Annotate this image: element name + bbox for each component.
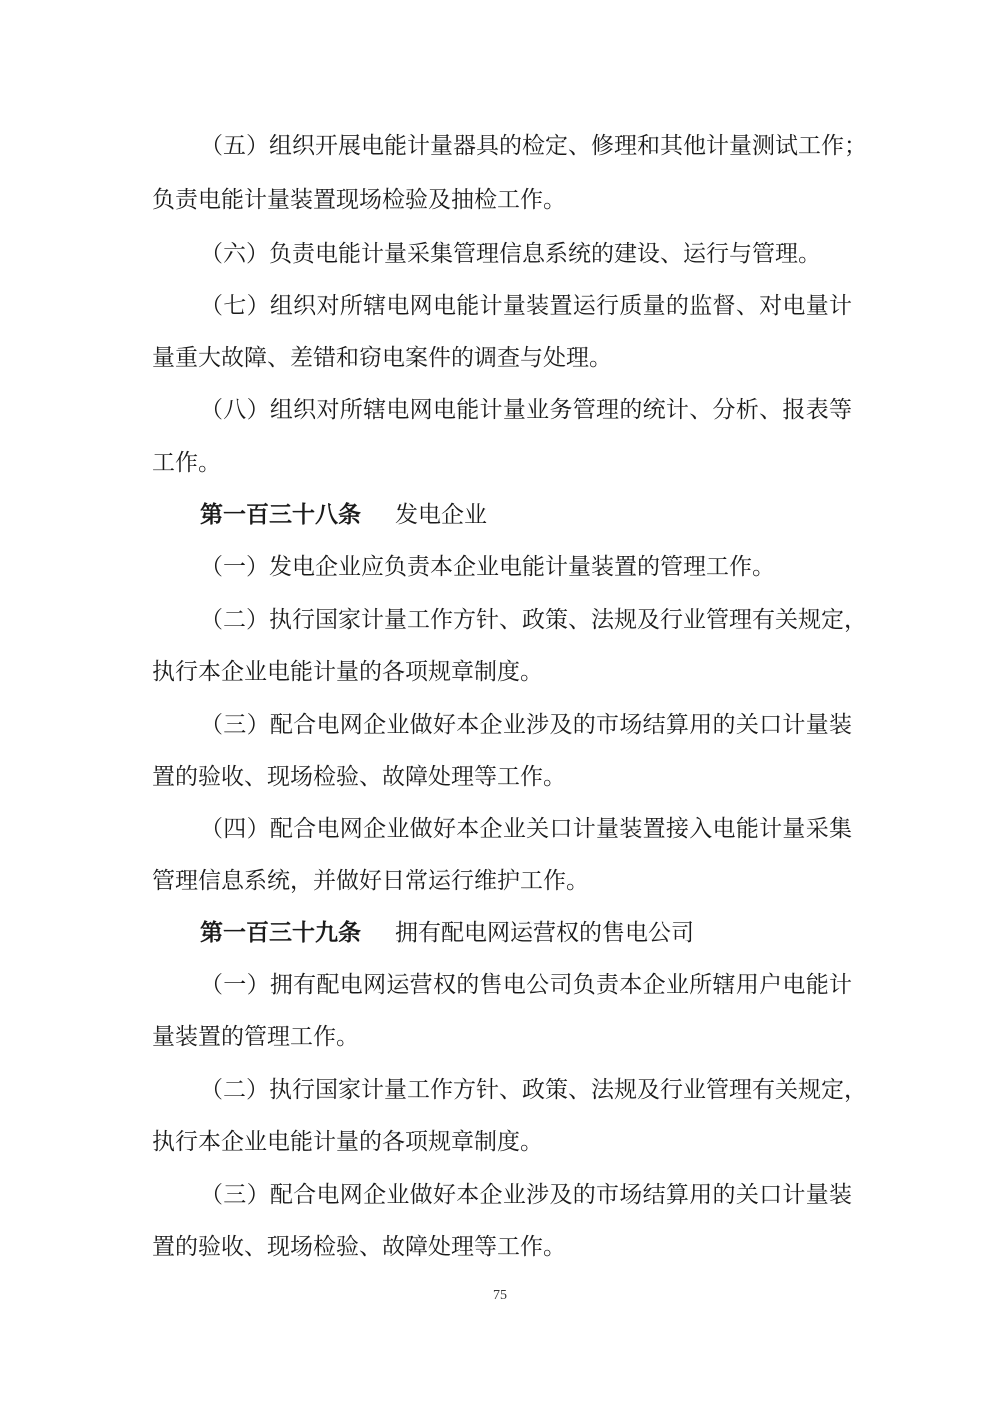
article-138-title: 发电企业 bbox=[395, 502, 487, 528]
article-138-item-3-line-2: 置的验收、现场检验、故障处理等工作。 bbox=[152, 764, 566, 790]
article-139-item-2-line-1: （二）执行国家计量工作方针、政策、法规及行业管理有关规定， bbox=[200, 1077, 867, 1103]
paragraph-6-line-1: （六）负责电能计量采集管理信息系统的建设、运行与管理。 bbox=[200, 241, 821, 267]
article-138-item-2-line-1: （二）执行国家计量工作方针、政策、法规及行业管理有关规定， bbox=[200, 607, 867, 633]
article-138-item-4-line-1: （四）配合电网企业做好本企业关口计量装置接入电能计量采集 bbox=[200, 816, 852, 842]
page-number: 75 bbox=[493, 1288, 507, 1303]
article-138-item-4-line-2: 管理信息系统，并做好日常运行维护工作。 bbox=[152, 868, 589, 894]
paragraph-7-line-2: 量重大故障、差错和窃电案件的调查与处理。 bbox=[152, 345, 612, 371]
article-138-item-1-line-1: （一）发电企业应负责本企业电能计量装置的管理工作。 bbox=[200, 554, 775, 580]
article-138-heading bbox=[200, 500, 487, 530]
paragraph-8-line-2: 工作。 bbox=[152, 450, 221, 476]
article-139-item-1-line-1: （一）拥有配电网运营权的售电公司负责本企业所辖用户电能计 bbox=[200, 972, 852, 998]
article-138-number: 第一百三十八条 bbox=[200, 502, 361, 528]
article-139-item-3-line-2: 置的验收、现场检验、故障处理等工作。 bbox=[152, 1234, 566, 1260]
article-139-number: 第一百三十九条 bbox=[200, 920, 361, 946]
paragraph-5-line-2: 负责电能计量装置现场检验及抽检工作。 bbox=[152, 187, 566, 213]
article-139-item-2-line-2: 执行本企业电能计量的各项规章制度。 bbox=[152, 1129, 543, 1155]
article-139-heading bbox=[200, 918, 694, 948]
article-138-item-2-line-2: 执行本企业电能计量的各项规章制度。 bbox=[152, 659, 543, 685]
paragraph-7-line-1: （七）组织对所辖电网电能计量装置运行质量的监督、对电量计 bbox=[200, 293, 852, 319]
article-139-item-3-line-1: （三）配合电网企业做好本企业涉及的市场结算用的关口计量装 bbox=[200, 1182, 852, 1208]
article-138-item-3-line-1: （三）配合电网企业做好本企业涉及的市场结算用的关口计量装 bbox=[200, 712, 852, 738]
paragraph-5-line-1: （五）组织开展电能计量器具的检定、修理和其他计量测试工作； bbox=[200, 133, 867, 159]
paragraph-8-line-1: （八）组织对所辖电网电能计量业务管理的统计、分析、报表等 bbox=[200, 397, 852, 423]
article-139-title: 拥有配电网运营权的售电公司 bbox=[395, 920, 694, 946]
article-139-item-1-line-2: 量装置的管理工作。 bbox=[152, 1024, 359, 1050]
